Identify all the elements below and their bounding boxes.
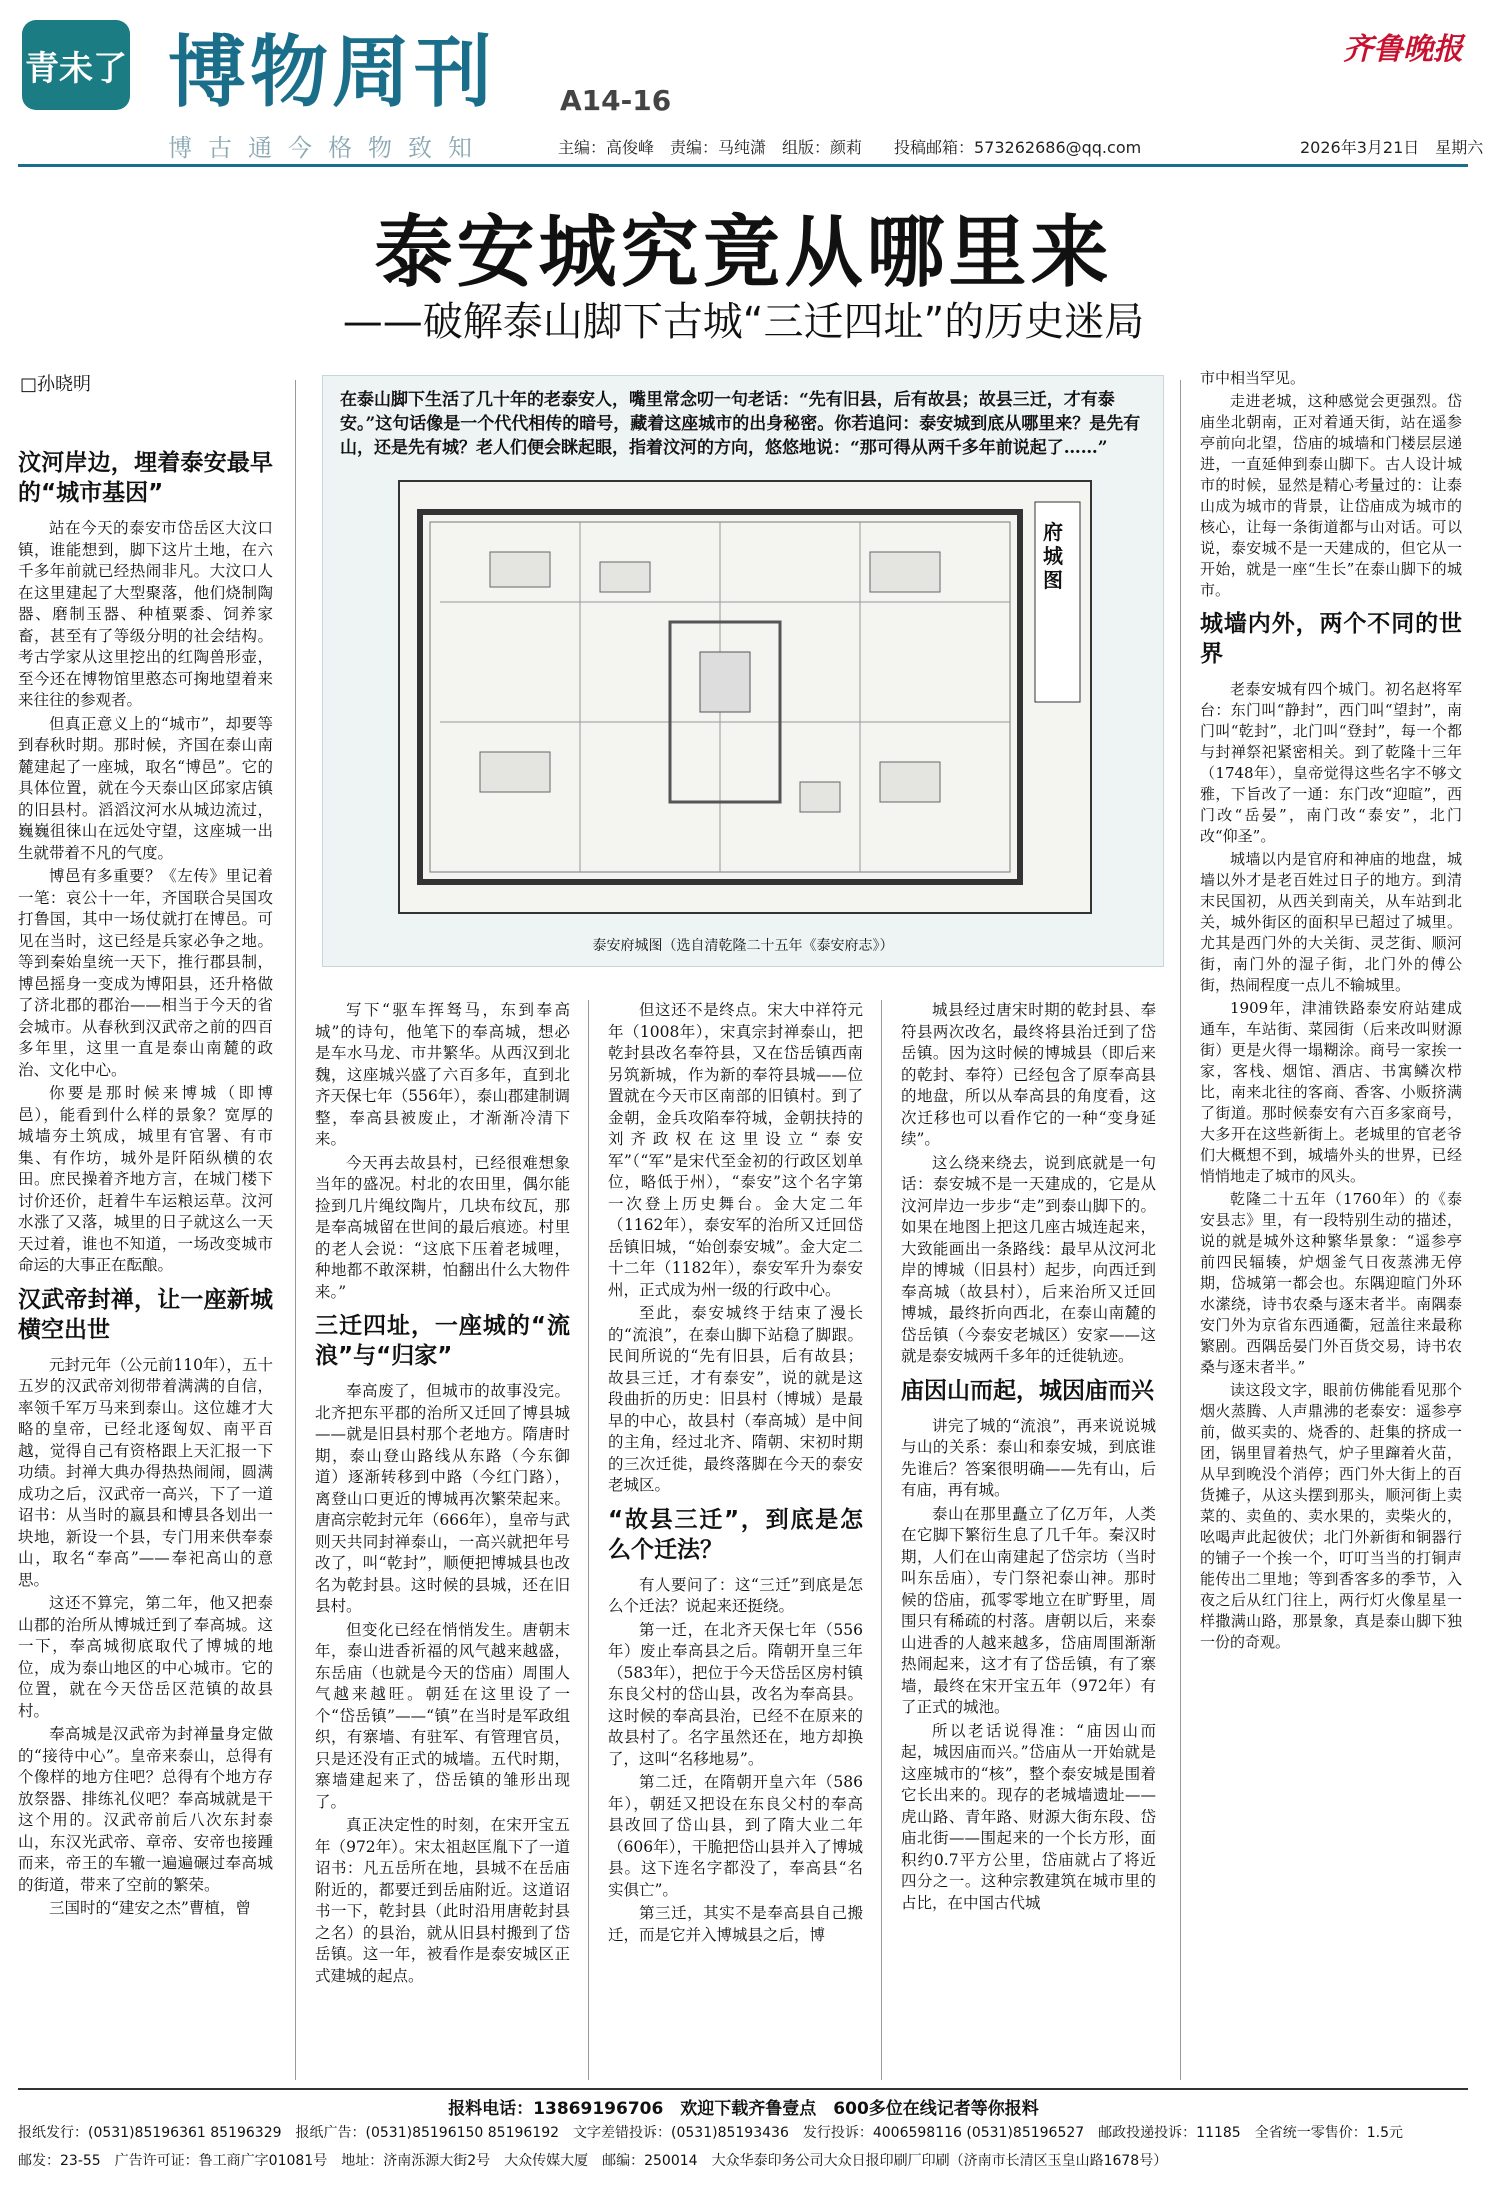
paragraph: 1909年，津浦铁路泰安府站建成通车，车站街、菜园街（后来改叫财源街）更是火得一塌糊涂。商号一家挨一家，客栈、烟馆、酒店、书寓鳞次栉比，南来北往的客商、香客、小贩挤满了街道。那时候泰安有六百多家商号，大多开在这些新街上。老城里的官老爷们大概想不到，城墙外头的世界，已经悄悄地走了城市的风头。 <box>1200 999 1462 1185</box>
paragraph: 奉高废了，但城市的故事没完。北齐把东平郡的治所又迁回了博县城——就是旧县村那个老地方。隋唐时期，泰山登山路线从东路（今东御道）逐渐转移到中路（今红门路），离登山口更近的博城再次繁荣起来。唐高宗乾封元年（666年），皇帝与武则天共同封禅泰山，一高兴就把年号改了，叫“乾封”，顺便把博城县也改名为乾封县。这时候的县城，还在旧县村。 <box>315 1382 570 1615</box>
paragraph: 第三迁，其实不是奉高县自己搬迁，而是它并入博城县之后，博 <box>608 1904 863 1944</box>
paragraph: 元封元年（公元前110年），五十五岁的汉武帝刘彻带着满满的自信，率领千军万马来到泰山。这位雄才大略的皇帝，已经北逐匈奴、南平百越，觉得自己有资格跟上天汇报一下功绩。封禅大典办得热热闹闹，圆满成功之后，汉武帝一高兴，下了一道诏书：从当时的嬴县和博县各划出一块地，新设一个县，专门用来供奉泰山，取名“奉高”——奉祀高山的意思。 <box>18 1355 273 1589</box>
section-heading: 城墙内外，两个不同的世界 <box>1200 611 1462 667</box>
staff-credits: 主编：高俊峰 责编：马纯潇 组版：颜莉 投稿邮箱：573262686@qq.com <box>558 138 1142 157</box>
logo: 青未了 <box>22 20 130 110</box>
column-3 <box>608 1000 863 1948</box>
paragraph: 城墙以内是官府和神庙的地盘，城墙以外才是老百姓过日子的地方。到清末民国初，从西关到南关，从车站到北关，城外街区的面积早已超过了城里。尤其是西门外的大关街、灵芝街、顺河街，南门外的湿子街，北门外的傅公街，热闹程度一点儿不输城里。 <box>1200 850 1462 994</box>
paragraph: 读这段文字，眼前仿佛能看见那个烟火蒸腾、人声鼎沸的老泰安：遥参亭前，做买卖的、烧香的、赶集的挤成一团，锅里冒着热气，炉子里蹿着火苗，从早到晚没个消停；西门外大街上的百货摊子，从这头摆到那头，顺河街上卖菜的、卖鱼的、卖水果的，卖柴火的，吆喝声此起彼伏；北门外新街和铜器行的铺子一个挨一个，叮叮当当的打铜声能传出二里地；等到香客多的季节，入夜之后从红门往上，两行灯火像星星一样撒满山路，那景象，真是泰山脚下独一份的奇观。 <box>1200 1381 1462 1651</box>
section-heading: 庙因山而起，城因庙而兴 <box>901 1377 1154 1404</box>
headline: 泰安城究竟从哪里来 <box>374 207 1113 298</box>
paragraph: 但这还不是终点。宋大中祥符元年（1008年），宋真宗封禅泰山，把乾封县改名奉符县，又在岱岳镇西南另筑新城，作为新的奉符县城——位置就在今天市区南部的旧镇村。到了金朝，金兵攻陷奉符城，金朝扶持的刘齐政权在这里设立“泰安军”（“军”是宋代至金初的行政区划单位，略低于州），“泰安”这个名字第一次登上历史舞台。金大定二年（1162年），泰安军的治所又迁回岱岳镇旧城，“始创泰安城”。金大定二十二年（1182年），泰安军升为泰安州，正式成为州一级的行政中心。 <box>608 1001 863 1299</box>
section-heading: “故县三迁”，到底是怎么个迁法？ <box>608 1506 863 1563</box>
issue-date: 2026年3月21日 星期六 <box>1300 138 1484 157</box>
paragraph: 有人要问了：这“三迁”到底是怎么个迁法？说起来还挺绕。 <box>608 1575 863 1615</box>
subheadline: ——破解泰山脚下古城“三迁四址”的历史迷局 <box>342 299 1145 345</box>
footer-hotline: 报料电话：13869196706 欢迎下载齐鲁壹点 600多位在线记者等你报料 <box>448 2099 1039 2119</box>
section-heading: 汶河岸边，埋着泰安最早的“城市基因” <box>18 450 273 506</box>
paragraph: 走进老城，这种感觉会更强烈。岱庙坐北朝南，正对着通天街，站在遥参亭前向北望，岱庙的城墙和门楼层层递进，一直延伸到泰山脚下。古人设计城市的时候，显然是精心考量过的：让泰山成为城市的背景，让岱庙成为城市的核心，让每一条街道都与山对话。可以说，泰安城不是一天建成的，但它从一开始，就是一座“生长”在泰山脚下的城市。 <box>1200 392 1462 599</box>
column-divider <box>295 380 296 2080</box>
page-number: A14-16 <box>560 84 672 117</box>
paragraph: 讲完了城的“流浪”，再来说说城与山的关系：泰山和泰安城，到底谁先谁后？答案很明确——先有山，后有庙，再有城。 <box>901 1416 1156 1499</box>
column-divider <box>588 1000 589 2080</box>
footer-divider <box>18 2088 1468 2090</box>
column-5 <box>1200 368 1462 1655</box>
column-4 <box>901 1000 1156 1916</box>
paragraph: 博邑有多重要？《左传》里记着一笔：哀公十一年，齐国联合吴国攻打鲁国，其中一场仗就打在博邑。可见在当时，这已经是兵家必争之地。等到秦始皇统一天下，推行郡县制，博邑摇身一变成为博阳县，还升格做了济北郡的郡治——相当于今天的省会城市。从春秋到汉武帝之前的四百多年里，这里一直是泰山南麓的政治、文化中心。 <box>18 867 273 1079</box>
paragraph: 第一迁，在北齐天保七年（556年）废止奉高县之后。隋朝开皇三年（583年），把位于今天岱岳区房村镇东良父村的岱山县，改名为奉高县。这时候的奉高县治，已经不在原来的故县村了。名字虽然还在，地方却换了，这叫“名移地易”。 <box>608 1620 863 1768</box>
newspaper-logo: 齐鲁晚报 <box>1343 32 1463 67</box>
paragraph: 至此，泰安城终于结束了漫长的“流浪”，在泰山脚下站稳了脚跟。民间所说的“先有旧县，后有故县；故县三迁，才有泰安”，说的就是这段曲折的历史：旧县村（博城）是最早的中心，故县村（奉高城）是中间的主角，经过北齐、隋朝、宋初时期的三次迁徙，最终落脚在今天的泰安老城区。 <box>608 1304 863 1494</box>
paragraph: 所以老话说得准：“庙因山而起，城因庙而兴。”岱庙从一开始就是这座城市的“核”，整个泰安城是围着它长出来的。现存的老城墙遗址——虎山路、青年路、财源大街东段、岱庙北街——围起来的一个长方形，面积约0.7平方公里，岱庙就占了将近四分之一。这种宗教建筑在城市里的占比，在中国古代城 <box>901 1721 1156 1912</box>
map-drawing <box>400 482 1090 912</box>
paragraph: 真正决定性的时刻，在宋开宝五年（972年）。宋太祖赵匡胤下了一道诏书：凡五岳所在地，县城不在岳庙附近的，都要迁到岳庙附近。这道诏书一下，乾封县（此时沿用唐乾封县之名）的县治，就从旧县村搬到了岱岳镇。这一年，被看作是泰安城区正式建城的起点。 <box>315 1816 570 1985</box>
column-2 <box>315 1000 570 1989</box>
paragraph: 你要是那时候来博城（即博邑），能看到什么样的景象？宽厚的城墙夯土筑成，城里有官署、有市集、有作坊，城外是阡陌纵横的农田。庶民操着齐地方言，在城门楼下讨价还价，赶着牛车运粮运草。汶河水涨了又落，城里的日子就这么一天天过着，谁也不知道，一场改变城市命运的大事正在酝酿。 <box>18 1084 273 1274</box>
footer-imprint: 邮发：23-55 广告许可证：鲁工商广字01081号 地址：济南泺源大街2号 大众传媒大厦 邮编：250014 大众华泰印务公司大众日报印刷厂印刷（济南市长清区玉皇山路1678号） <box>18 2153 1168 2169</box>
paragraph: 老泰安城有四个城门。初名赵将军台：东门叫“静封”，西门叫“望封”，南门叫“乾封”，北门叫“登封”，每一个都与封禅祭祀紧密相关。到了乾隆十三年（1748年），皇帝觉得这些名字不够文雅，下旨改了一通：东门改“迎暄”，西门改“岳晏”，南门改“泰安”，北门改“仰圣”。 <box>1200 680 1462 845</box>
paragraph: 这还不算完，第二年，他又把泰山郡的治所从博城迁到了奉高城。这一下，奉高城彻底取代了博城的地位，成为泰山地区的中心城市。它的位置，就在今天岱岳区范镇的故县村。 <box>18 1594 273 1720</box>
paragraph: 今天再去故县村，已经很难想象当年的盛况。村北的农田里，偶尔能捡到几片绳纹陶片，几块布纹瓦，那是奉高城留在世间的最后痕迹。村里的老人会说：“这底下压着老城哩，种地都不敢深耕，怕翻出什么大物件来。” <box>315 1153 570 1301</box>
paragraph: 站在今天的泰安市岱岳区大汶口镇，谁能想到，脚下这片土地，在六千多年前就已经热闹非凡。大汶口人在这里建起了大型聚落，他们烧制陶器、磨制玉器、种植粟黍、饲养家畜，甚至有了等级分明的社会结构。考古学家从这里挖出的红陶兽形壶，至今还在博物馆里憨态可掬地望着来来往往的参观者。 <box>18 519 273 709</box>
map-label: 府城图 <box>1043 520 1063 592</box>
section-motto: 博古通今格物致知 <box>168 134 488 162</box>
paragraph: 第二迁，在隋朝开皇六年（586年），朝廷又把设在东良父村的奉高县改回了岱山县，到了隋大业二年（606年），干脆把岱山县并入了博城县。这下连名字都没了，奉高县“名实俱亡”。 <box>608 1773 863 1899</box>
footer-contacts: 报纸发行：(0531)85196361 85196329 报纸广告：(0531)85196150 85196192 文字差错投诉：(0531)85193436 发行投诉：4006598116 (0531)85196527 邮政投递投诉：11185 全省统一零售价：1.5元 <box>18 2125 1403 2141</box>
paragraph: 奉高城是汉武帝为封禅量身定做的“接待中心”。皇帝来泰山，总得有个像样的地方住吧？总得有个地方存放祭器、排练礼仪吧？奉高城就是干这个用的。汉武帝前后八次东封泰山，东汉光武帝、章帝、安帝也接踵而来，帝王的车辙一遍遍碾过奉高城的街道，带来了空前的繁荣。 <box>18 1725 273 1894</box>
section-heading: 三迁四址，一座城的“流浪”与“归家” <box>315 1313 570 1369</box>
paragraph: 写下“驱车挥驽马，东到奉高城”的诗句，他笔下的奉高城，想必是车水马龙、市井繁华。从西汉到北魏，这座城兴盛了六百多年，直到北齐天保七年（556年），泰山郡建制调整，奉高县被废止，才渐渐冷清下来。 <box>315 1001 570 1148</box>
paragraph: 市中相当罕见。 <box>1200 369 1306 387</box>
paragraph: 三国时的“建安之杰”曹植，曾 <box>49 1899 251 1917</box>
city-map-image <box>398 480 1092 914</box>
paragraph: 乾隆二十五年（1760年）的《泰安县志》里，有一段特别生动的描述，说的就是城外这种繁华景象：“遥参亭前四民辐辏，炉烟釜气日夜蒸沸无停期，岱城第一都会也。东隅迎暄门外环水潆绕，诗书农桑与逐末者半。南隅泰安门外为京省东西通衢，冠盖往来最称繁剧。西隅岳晏门外百货交易，诗书农桑与逐末者半。” <box>1200 1190 1462 1376</box>
paragraph: 泰山在那里矗立了亿万年，人类在它脚下繁衍生息了几千年。秦汉时期，人们在山南建起了岱宗坊（当时叫东岳庙），专门祭祀泰山神。那时候的岱庙，孤零零地立在旷野里，周围只有稀疏的村落。唐朝以后，来泰山进香的人越来越多，岱庙周围渐渐热闹起来，这才有了岱岳镇，有了寨墙，最终在宋开宝五年（972年）有了正式的城池。 <box>901 1504 1156 1716</box>
paragraph: 这么绕来绕去，说到底就是一句话：泰安城不是一天建成的，它是从汶河岸边一步步“走”到泰山脚下的。如果在地图上把这几座古城连起来，大致能画出一条路线：最早从汶河北岸的博城（旧县村）起步，向西迁到奉高城（故县村），后来治所又迁回博城，最终折向西北，在泰山南麓的岱岳镇（今泰安老城区）安家——这就是泰安城两千多年的迁徙轨迹。 <box>901 1153 1156 1365</box>
intro-text: 在泰山脚下生活了几十年的老泰安人，嘴里常念叨一句老话：“先有旧县，后有故县；故县三迁，才有泰安。”这句话像是一个代代相传的暗号，藏着这座城市的出身秘密。你若追问：泰安城到底从哪里来？是先有山，还是先有城？老人们便会眯起眼，指着汶河的方向，悠悠地说：“那可得从两千多年前说起了……” <box>340 390 1141 458</box>
paragraph: 城县经过唐宋时期的乾封县、奉符县两次改名，最终将县治迁到了岱岳镇。因为这时候的博城县（即后来的乾封、奉符）已经包含了原奉高县的地盘，所以从奉高县的角度看，这次迁移也可以看作它的一种“变身延续”。 <box>901 1001 1156 1148</box>
paragraph: 但变化已经在悄悄发生。唐朝末年，泰山进香祈福的风气越来越盛，东岳庙（也就是今天的岱庙）周围人气越来越旺。朝廷在这里设了一个“岱岳镇”——“镇”在当时是军政组织，有寨墙、有驻军、有管理官员，只是还没有正式的城墙。五代时期，寨墙建起来了，岱岳镇的雏形出现了。 <box>315 1620 570 1811</box>
column-1 <box>18 440 273 1922</box>
map-caption: 泰安府城图（选自清乾隆二十五年《泰安府志》） <box>592 938 894 954</box>
byline: □孙晓明 <box>20 374 92 395</box>
masthead-divider <box>18 164 1468 167</box>
section-title: 博物周刊 <box>168 28 497 118</box>
paragraph: 但真正意义上的“城市”，却要等到春秋时期。那时候，齐国在泰山南麓建起了一座城，取名“博邑”。它的具体位置，就在今天泰山区邱家店镇的旧县村。滔滔汶河水从城边流过，巍巍徂徕山在远处守望，这座城一出生就带着不凡的气度。 <box>18 714 273 862</box>
section-heading: 汉武帝封禅，让一座新城横空出世 <box>18 1286 273 1343</box>
column-divider <box>1180 380 1181 2080</box>
column-divider <box>881 1000 882 2080</box>
